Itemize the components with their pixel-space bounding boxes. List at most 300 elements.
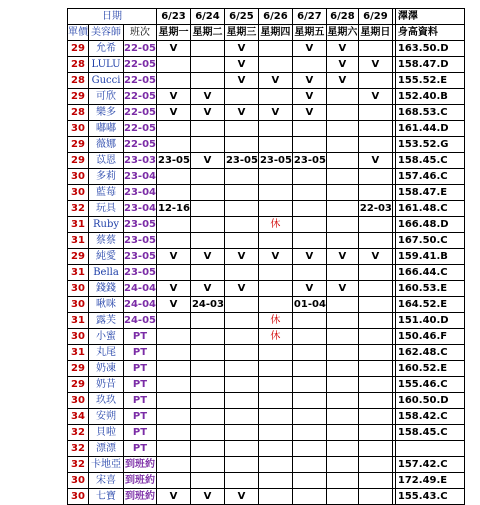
day-cell-sun bbox=[358, 121, 392, 137]
day-cell-sat: V bbox=[326, 41, 358, 57]
day-cell-sat bbox=[326, 409, 358, 425]
table-row bbox=[68, 329, 465, 345]
day-cell-wed bbox=[224, 377, 258, 393]
class-cell: PT bbox=[124, 425, 157, 441]
day-cell-sat bbox=[326, 265, 358, 281]
day-cell-mon bbox=[156, 265, 190, 281]
day-cell-wed: 23-05 bbox=[224, 153, 258, 169]
info-cell: 160.50.D bbox=[395, 393, 464, 409]
info-cell: 168.53.C bbox=[395, 105, 464, 121]
name-cell: 藍莓 bbox=[89, 185, 124, 201]
day-cell-tue bbox=[190, 201, 224, 217]
table-row bbox=[68, 137, 465, 153]
day-cell-tue bbox=[190, 345, 224, 361]
day-cell-mon: V bbox=[156, 105, 190, 121]
day-cell-sat bbox=[326, 457, 358, 473]
day-cell-tue bbox=[190, 329, 224, 345]
day-cell-sun: V bbox=[358, 249, 392, 265]
class-cell: 到班約 bbox=[124, 473, 157, 489]
day-cell-fri: V bbox=[292, 41, 326, 57]
day-cell-sat bbox=[326, 377, 358, 393]
day-cell-sat bbox=[326, 425, 358, 441]
day-cell-tue bbox=[190, 377, 224, 393]
day-cell-fri: 23-05 bbox=[292, 153, 326, 169]
info-cell: 153.52.G bbox=[395, 137, 464, 153]
class-cell: 23-04 bbox=[124, 169, 157, 185]
day-cell-mon bbox=[156, 217, 190, 233]
schedule-table bbox=[67, 8, 465, 505]
day-cell-sun bbox=[358, 393, 392, 409]
day-cell-fri bbox=[292, 313, 326, 329]
day-cell-sat bbox=[326, 201, 358, 217]
day-cell-mon: 12-16 bbox=[156, 201, 190, 217]
name-cell: 錢錢 bbox=[89, 281, 124, 297]
day-cell-thu: 23-05 bbox=[258, 153, 292, 169]
price-cell: 29 bbox=[68, 361, 89, 377]
day-cell-sun: V bbox=[358, 57, 392, 73]
price-cell: 31 bbox=[68, 313, 89, 329]
day-cell-mon bbox=[156, 409, 190, 425]
day-cell-fri bbox=[292, 409, 326, 425]
day-cell-wed bbox=[224, 121, 258, 137]
day-cell-thu: V bbox=[258, 105, 292, 121]
day-cell-thu bbox=[258, 281, 292, 297]
day-cell-fri bbox=[292, 361, 326, 377]
day-cell-tue bbox=[190, 137, 224, 153]
day-cell-wed bbox=[224, 233, 258, 249]
day-cell-fri bbox=[292, 441, 326, 457]
class-cell: 22-05 bbox=[124, 89, 157, 105]
weekday-sat: 星期六 bbox=[326, 25, 358, 41]
weekday-wed: 星期三 bbox=[224, 25, 258, 41]
info-cell: 161.48.C bbox=[395, 201, 464, 217]
day-cell-sat bbox=[326, 473, 358, 489]
table-row bbox=[68, 265, 465, 281]
day-cell-tue bbox=[190, 409, 224, 425]
day-cell-sun bbox=[358, 73, 392, 89]
day-cell-sun: V bbox=[358, 153, 392, 169]
day-cell-sun bbox=[358, 297, 392, 313]
class-cell: 23-05 bbox=[124, 249, 157, 265]
day-cell-sat bbox=[326, 105, 358, 121]
day-cell-wed bbox=[224, 89, 258, 105]
day-cell-tue: V bbox=[190, 153, 224, 169]
day-cell-wed bbox=[224, 185, 258, 201]
day-cell-thu bbox=[258, 393, 292, 409]
day-cell-thu bbox=[258, 185, 292, 201]
price-cell: 28 bbox=[68, 57, 89, 73]
date-thu: 6/26 bbox=[258, 9, 292, 25]
day-cell-sat: V bbox=[326, 249, 358, 265]
day-cell-sun bbox=[358, 137, 392, 153]
day-cell-sat: V bbox=[326, 73, 358, 89]
day-cell-fri: V bbox=[292, 89, 326, 105]
class-cell: 到班約 bbox=[124, 457, 157, 473]
day-cell-thu: V bbox=[258, 249, 292, 265]
info-cell: 161.44.D bbox=[395, 121, 464, 137]
name-cell: Bella bbox=[89, 265, 124, 281]
weekday-fri: 星期五 bbox=[292, 25, 326, 41]
day-cell-fri: V bbox=[292, 281, 326, 297]
day-cell-sun bbox=[358, 377, 392, 393]
day-cell-thu bbox=[258, 377, 292, 393]
class-cell: 23-05 bbox=[124, 233, 157, 249]
name-cell: 小蜜 bbox=[89, 329, 124, 345]
day-cell-wed bbox=[224, 441, 258, 457]
day-cell-mon: V bbox=[156, 489, 190, 505]
header-row-dates bbox=[68, 9, 465, 25]
info-cell: 158.47.D bbox=[395, 57, 464, 73]
day-cell-thu bbox=[258, 265, 292, 281]
day-cell-thu bbox=[258, 441, 292, 457]
class-cell: PT bbox=[124, 345, 157, 361]
day-cell-thu: 休 bbox=[258, 329, 292, 345]
day-cell-thu bbox=[258, 457, 292, 473]
day-cell-sun bbox=[358, 473, 392, 489]
weekday-tue: 星期二 bbox=[190, 25, 224, 41]
name-cell: 露芙 bbox=[89, 313, 124, 329]
day-cell-thu bbox=[258, 89, 292, 105]
day-cell-mon bbox=[156, 73, 190, 89]
name-cell: 多莉 bbox=[89, 169, 124, 185]
table-row bbox=[68, 441, 465, 457]
day-cell-wed bbox=[224, 393, 258, 409]
day-cell-sat bbox=[326, 217, 358, 233]
day-cell-fri bbox=[292, 201, 326, 217]
day-cell-mon: V bbox=[156, 281, 190, 297]
day-cell-fri bbox=[292, 217, 326, 233]
day-cell-sun bbox=[358, 41, 392, 57]
info-cell: 158.42.C bbox=[395, 409, 464, 425]
day-cell-mon bbox=[156, 121, 190, 137]
info-cell: 164.52.E bbox=[395, 297, 464, 313]
date-fri: 6/27 bbox=[292, 9, 326, 25]
price-cell: 32 bbox=[68, 441, 89, 457]
info-cell: 157.42.C bbox=[395, 457, 464, 473]
day-cell-fri: V bbox=[292, 105, 326, 121]
class-cell: 22-05 bbox=[124, 137, 157, 153]
day-cell-fri: V bbox=[292, 73, 326, 89]
day-cell-mon bbox=[156, 329, 190, 345]
price-cell: 30 bbox=[68, 329, 89, 345]
name-cell: 七寶 bbox=[89, 489, 124, 505]
day-cell-sun bbox=[358, 425, 392, 441]
price-cell: 29 bbox=[68, 41, 89, 57]
day-cell-sun bbox=[358, 185, 392, 201]
day-cell-tue bbox=[190, 457, 224, 473]
info-cell bbox=[395, 441, 464, 457]
table-row bbox=[68, 249, 465, 265]
class-cell: 到班約 bbox=[124, 489, 157, 505]
name-cell: 安朔 bbox=[89, 409, 124, 425]
table-row bbox=[68, 169, 465, 185]
day-cell-tue bbox=[190, 425, 224, 441]
day-cell-mon bbox=[156, 137, 190, 153]
info-cell: 166.44.C bbox=[395, 265, 464, 281]
day-cell-thu bbox=[258, 137, 292, 153]
day-cell-sat bbox=[326, 137, 358, 153]
info-cell: 162.48.C bbox=[395, 345, 464, 361]
name-cell: 樂多 bbox=[89, 105, 124, 121]
class-cell: PT bbox=[124, 441, 157, 457]
day-cell-tue bbox=[190, 57, 224, 73]
price-cell: 28 bbox=[68, 73, 89, 89]
info-cell: 151.40.D bbox=[395, 313, 464, 329]
info-cell: 150.46.F bbox=[395, 329, 464, 345]
class-cell: PT bbox=[124, 361, 157, 377]
day-cell-mon bbox=[156, 393, 190, 409]
price-cell: 30 bbox=[68, 169, 89, 185]
day-cell-thu bbox=[258, 41, 292, 57]
day-cell-wed: V bbox=[224, 249, 258, 265]
col-info-label: 身高資料 bbox=[395, 25, 464, 41]
info-cell: 158.45.C bbox=[395, 153, 464, 169]
info-cell: 160.52.E bbox=[395, 361, 464, 377]
price-cell: 31 bbox=[68, 217, 89, 233]
date-label: 日期 bbox=[68, 9, 157, 25]
table-row bbox=[68, 89, 465, 105]
day-cell-thu: V bbox=[258, 73, 292, 89]
day-cell-sun bbox=[358, 457, 392, 473]
day-cell-tue bbox=[190, 393, 224, 409]
day-cell-fri bbox=[292, 345, 326, 361]
day-cell-sun: V bbox=[358, 89, 392, 105]
price-cell: 30 bbox=[68, 281, 89, 297]
day-cell-tue bbox=[190, 169, 224, 185]
day-cell-mon: V bbox=[156, 297, 190, 313]
day-cell-wed bbox=[224, 137, 258, 153]
day-cell-wed: V bbox=[224, 489, 258, 505]
day-cell-mon bbox=[156, 425, 190, 441]
day-cell-sat bbox=[326, 185, 358, 201]
day-cell-wed: V bbox=[224, 41, 258, 57]
price-cell: 30 bbox=[68, 489, 89, 505]
table-row bbox=[68, 233, 465, 249]
day-cell-mon: V bbox=[156, 41, 190, 57]
day-cell-fri bbox=[292, 265, 326, 281]
name-cell: 丸尾 bbox=[89, 345, 124, 361]
day-cell-sat bbox=[326, 441, 358, 457]
day-cell-fri bbox=[292, 185, 326, 201]
day-cell-sun bbox=[358, 313, 392, 329]
table-row bbox=[68, 361, 465, 377]
day-cell-sun bbox=[358, 105, 392, 121]
info-cell: 152.40.B bbox=[395, 89, 464, 105]
table-row bbox=[68, 105, 465, 121]
table-row bbox=[68, 473, 465, 489]
info-cell: 160.53.E bbox=[395, 281, 464, 297]
day-cell-fri bbox=[292, 473, 326, 489]
price-cell: 32 bbox=[68, 425, 89, 441]
day-cell-sat bbox=[326, 89, 358, 105]
date-wed: 6/25 bbox=[224, 9, 258, 25]
table-row bbox=[68, 393, 465, 409]
price-cell: 32 bbox=[68, 457, 89, 473]
day-cell-mon bbox=[156, 345, 190, 361]
price-cell: 31 bbox=[68, 345, 89, 361]
class-cell: 23-04 bbox=[124, 201, 157, 217]
date-sun: 6/29 bbox=[358, 9, 392, 25]
day-cell-thu bbox=[258, 201, 292, 217]
name-cell: 可欣 bbox=[89, 89, 124, 105]
day-cell-thu: 休 bbox=[258, 313, 292, 329]
table-row bbox=[68, 201, 465, 217]
class-cell: 22-05 bbox=[124, 57, 157, 73]
price-cell: 30 bbox=[68, 393, 89, 409]
price-cell: 30 bbox=[68, 473, 89, 489]
day-cell-wed: V bbox=[224, 105, 258, 121]
class-cell: 22-05 bbox=[124, 41, 157, 57]
date-sat: 6/28 bbox=[326, 9, 358, 25]
class-cell: PT bbox=[124, 329, 157, 345]
day-cell-tue: 24-03 bbox=[190, 297, 224, 313]
day-cell-thu bbox=[258, 57, 292, 73]
day-cell-tue bbox=[190, 313, 224, 329]
day-cell-mon bbox=[156, 473, 190, 489]
price-cell: 31 bbox=[68, 265, 89, 281]
day-cell-wed bbox=[224, 425, 258, 441]
day-cell-wed: V bbox=[224, 57, 258, 73]
price-cell: 30 bbox=[68, 121, 89, 137]
day-cell-wed bbox=[224, 473, 258, 489]
day-cell-wed bbox=[224, 265, 258, 281]
table-row bbox=[68, 425, 465, 441]
day-cell-mon bbox=[156, 57, 190, 73]
day-cell-mon: V bbox=[156, 89, 190, 105]
name-cell: LULU bbox=[89, 57, 124, 73]
table-row bbox=[68, 313, 465, 329]
day-cell-mon: V bbox=[156, 249, 190, 265]
class-cell: 22-05 bbox=[124, 73, 157, 89]
day-cell-tue bbox=[190, 265, 224, 281]
day-cell-tue bbox=[190, 185, 224, 201]
col-class-label: 班次 bbox=[124, 25, 157, 41]
name-cell: 漂漂 bbox=[89, 441, 124, 457]
name-cell: 玖玖 bbox=[89, 393, 124, 409]
info-cell: 155.43.C bbox=[395, 489, 464, 505]
store-name: 澤澤 bbox=[395, 9, 464, 25]
day-cell-sat bbox=[326, 361, 358, 377]
day-cell-sun bbox=[358, 361, 392, 377]
day-cell-wed bbox=[224, 217, 258, 233]
class-cell: 22-05 bbox=[124, 121, 157, 137]
table-row bbox=[68, 217, 465, 233]
class-cell: 24-04 bbox=[124, 297, 157, 313]
day-cell-thu bbox=[258, 473, 292, 489]
day-cell-fri bbox=[292, 457, 326, 473]
day-cell-sun bbox=[358, 233, 392, 249]
day-cell-wed bbox=[224, 345, 258, 361]
class-cell: 24-04 bbox=[124, 281, 157, 297]
price-cell: 28 bbox=[68, 105, 89, 121]
day-cell-fri: V bbox=[292, 249, 326, 265]
date-mon: 6/23 bbox=[156, 9, 190, 25]
day-cell-tue bbox=[190, 361, 224, 377]
info-cell: 166.48.D bbox=[395, 217, 464, 233]
day-cell-fri bbox=[292, 393, 326, 409]
day-cell-sat bbox=[326, 169, 358, 185]
name-cell: 薇娜 bbox=[89, 137, 124, 153]
info-cell: 158.45.C bbox=[395, 425, 464, 441]
table-row bbox=[68, 297, 465, 313]
day-cell-fri bbox=[292, 169, 326, 185]
name-cell: 蔡蔡 bbox=[89, 233, 124, 249]
col-name-label: 美容師 bbox=[89, 25, 124, 41]
day-cell-wed bbox=[224, 313, 258, 329]
table-row bbox=[68, 153, 465, 169]
day-cell-tue: V bbox=[190, 249, 224, 265]
day-cell-wed bbox=[224, 201, 258, 217]
day-cell-fri bbox=[292, 137, 326, 153]
name-cell: 苡恩 bbox=[89, 153, 124, 169]
table-row bbox=[68, 457, 465, 473]
day-cell-fri: 01-04 bbox=[292, 297, 326, 313]
day-cell-tue: V bbox=[190, 489, 224, 505]
class-cell: 23-05 bbox=[124, 217, 157, 233]
class-cell: 24-05 bbox=[124, 313, 157, 329]
day-cell-fri bbox=[292, 489, 326, 505]
price-cell: 31 bbox=[68, 233, 89, 249]
day-cell-wed bbox=[224, 361, 258, 377]
day-cell-mon bbox=[156, 441, 190, 457]
day-cell-mon bbox=[156, 361, 190, 377]
day-cell-sat bbox=[326, 313, 358, 329]
day-cell-tue bbox=[190, 217, 224, 233]
day-cell-mon bbox=[156, 377, 190, 393]
day-cell-sat bbox=[326, 329, 358, 345]
class-cell: PT bbox=[124, 377, 157, 393]
day-cell-fri bbox=[292, 329, 326, 345]
day-cell-sun bbox=[358, 409, 392, 425]
info-cell: 172.49.E bbox=[395, 473, 464, 489]
day-cell-thu bbox=[258, 233, 292, 249]
name-cell: 卡地亞 bbox=[89, 457, 124, 473]
day-cell-wed: V bbox=[224, 281, 258, 297]
date-tue: 6/24 bbox=[190, 9, 224, 25]
day-cell-sat bbox=[326, 393, 358, 409]
name-cell: 玩具 bbox=[89, 201, 124, 217]
header-row-labels bbox=[68, 25, 465, 41]
schedule-body bbox=[68, 9, 465, 505]
price-cell: 29 bbox=[68, 249, 89, 265]
day-cell-sat bbox=[326, 489, 358, 505]
day-cell-thu bbox=[258, 169, 292, 185]
class-cell: 23-05 bbox=[124, 265, 157, 281]
day-cell-thu bbox=[258, 489, 292, 505]
day-cell-sun bbox=[358, 281, 392, 297]
price-cell: 29 bbox=[68, 137, 89, 153]
class-cell: 22-05 bbox=[124, 105, 157, 121]
name-cell: 奶昔 bbox=[89, 377, 124, 393]
day-cell-thu bbox=[258, 345, 292, 361]
day-cell-sun bbox=[358, 329, 392, 345]
class-cell: PT bbox=[124, 409, 157, 425]
day-cell-tue bbox=[190, 473, 224, 489]
day-cell-tue bbox=[190, 233, 224, 249]
table-row bbox=[68, 121, 465, 137]
day-cell-thu bbox=[258, 121, 292, 137]
day-cell-sat bbox=[326, 297, 358, 313]
price-cell: 30 bbox=[68, 297, 89, 313]
class-cell: PT bbox=[124, 393, 157, 409]
day-cell-wed: V bbox=[224, 73, 258, 89]
day-cell-wed bbox=[224, 297, 258, 313]
weekday-thu: 星期四 bbox=[258, 25, 292, 41]
day-cell-tue: V bbox=[190, 89, 224, 105]
day-cell-sun bbox=[358, 441, 392, 457]
table-row bbox=[68, 185, 465, 201]
class-cell: 23-03 bbox=[124, 153, 157, 169]
